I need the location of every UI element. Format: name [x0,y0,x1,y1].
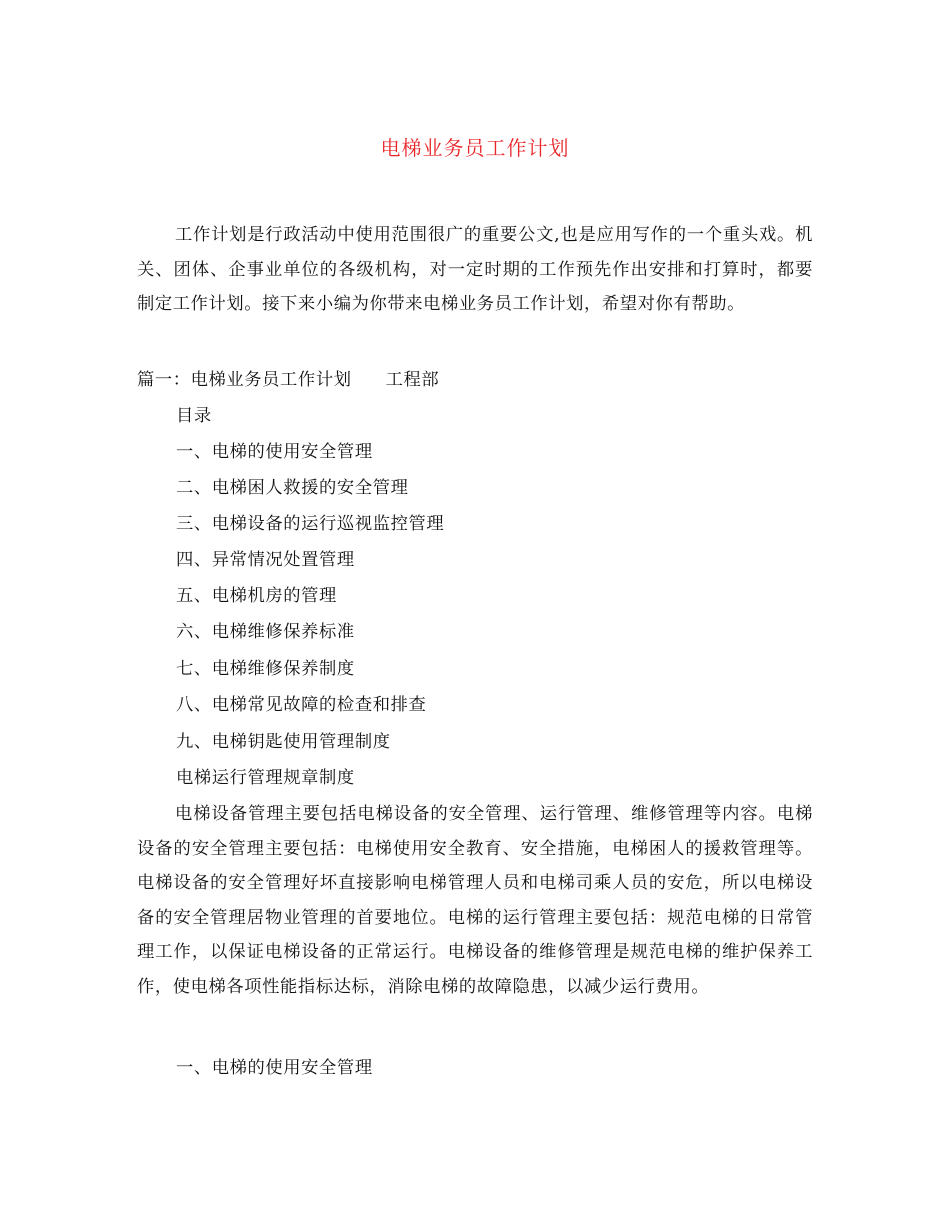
section-one-heading: 一、电梯的使用安全管理 [176,1058,373,1078]
rules-heading: 电梯运行管理规章制度 [176,768,355,788]
toc-item: 一、电梯的使用安全管理 [176,442,373,462]
toc-item: 五、电梯机房的管理 [176,586,337,606]
section-department: 工程部 [385,370,440,390]
toc-item: 三、电梯设备的运行巡视监控管理 [176,514,445,534]
toc-item: 八、电梯常见故障的检查和排查 [176,695,427,715]
section-heading-line [137,368,439,392]
toc-label: 目录 [176,406,212,426]
document-title: 电梯业务员工作计划 [380,136,570,160]
section-heading: 篇一：电梯业务员工作计划 [137,370,352,390]
toc-item: 七、电梯维修保养制度 [176,659,355,679]
toc-item: 九、电梯钥匙使用管理制度 [176,732,391,752]
toc-item: 六、电梯维修保养标准 [176,622,355,642]
toc-item: 四、异常情况处置管理 [176,550,355,570]
intro-paragraph: 工作计划是行政活动中使用范围很广的重要公文,也是应用写作的一个重头戏。机关、团体、企事业单位的各级机构，对一定时期的工作预先作出安排和打算时，都要制定工作计划。接下来小编为你带来电梯业务员工作计划，希望对你有帮助。 [137,225,813,314]
toc-item: 二、电梯困人救援的安全管理 [176,478,409,498]
rules-paragraph: 电梯设备管理主要包括电梯设备的安全管理、运行管理、维修管理等内容。电梯设备的安全管理主要包括：电梯使用安全教育、安全措施，电梯困人的援救管理等。电梯设备的安全管理好坏直接影响电梯管理人员和电梯司乘人员的安危，所以电梯设备的安全管理居物业管理的首要地位。电梯的运行管理主要包括：规范电梯的日常管理工作，以保证电梯设备的正常运行。电梯设备的维修管理是规范电梯的维护保养工作，使电梯各项性能指标达标，消除电梯的故障隐患，以减少运行费用。 [137,804,813,997]
